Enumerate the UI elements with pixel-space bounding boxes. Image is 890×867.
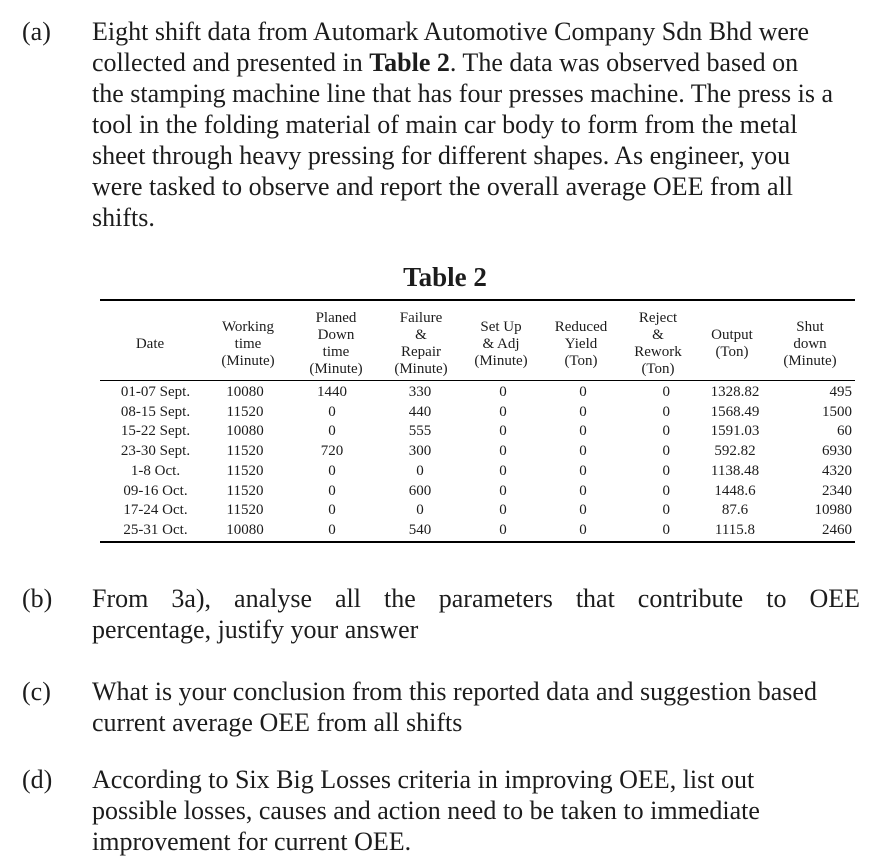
table-cell: 1-8 Oct. — [130, 463, 181, 479]
question-a-text — [92, 16, 860, 233]
table-cell: 0 — [328, 404, 336, 420]
table-cell: 0 — [662, 423, 670, 439]
table-cell: 0 — [662, 483, 670, 499]
table-cell: 11520 — [226, 443, 264, 459]
column-header — [386, 310, 456, 378]
table-reference: Table 2 — [369, 48, 450, 77]
question-c-line: current average OEE from all shifts — [92, 708, 463, 737]
table-cell: 555 — [408, 423, 432, 439]
table-cell: 0 — [328, 423, 336, 439]
column-header — [697, 327, 767, 361]
question-c-label: (c) — [22, 677, 51, 706]
table-cell: 10080 — [226, 423, 264, 439]
table-cell: 01-07 Sept. — [120, 384, 191, 400]
question-a-line: the stamping machine line that has four presses machine. The press is a — [92, 79, 834, 108]
question-a-line: were tasked to observe and report the overall average OEE from all — [92, 172, 793, 201]
table-rule — [100, 541, 855, 543]
table-cell: 4320 — [822, 463, 852, 479]
table-cell: 10080 — [226, 384, 264, 400]
text-run: collected and presented in — [92, 48, 370, 77]
table-cell: 87.6 — [721, 502, 749, 518]
question-a-line: sheet through heavy pressing for different shapes. As engineer, you — [92, 141, 791, 170]
question-b-text — [92, 583, 860, 645]
column-header-line: & — [415, 327, 427, 343]
table-cell: 592.82 — [714, 443, 756, 459]
column-header — [770, 319, 850, 370]
table-cell: 1115.8 — [714, 522, 756, 538]
table-cell: 1328.82 — [710, 384, 760, 400]
table-cell: 0 — [579, 483, 587, 499]
table-cell: 0 — [328, 463, 336, 479]
question-a-line: shifts. — [92, 203, 155, 232]
table-cell: 10980 — [814, 502, 852, 518]
column-header-line: (Ton) — [641, 361, 675, 377]
column-header — [466, 319, 536, 370]
table-cell: 08-15 Sept. — [120, 404, 191, 420]
column-header-line: Rework — [634, 344, 682, 360]
table-cell: 0 — [579, 463, 587, 479]
table-cell: 0 — [416, 463, 424, 479]
column-header-line: Set Up — [480, 319, 522, 335]
table-cell: 300 — [408, 443, 432, 459]
table-cell: 0 — [499, 463, 507, 479]
table-cell: 10080 — [226, 522, 264, 538]
column-header — [213, 319, 283, 370]
column-header-line: time — [234, 336, 262, 352]
table-cell: 540 — [408, 522, 432, 538]
table-cell: 2460 — [822, 522, 852, 538]
table-cell: 0 — [499, 443, 507, 459]
column-header-line: Planed — [315, 310, 357, 326]
question-d-text — [92, 764, 860, 857]
table-cell: 11520 — [226, 463, 264, 479]
question-d-line: improvement for current OEE. — [92, 827, 412, 856]
column-header-line: Failure — [399, 310, 443, 326]
table-cell: 1500 — [822, 404, 852, 420]
question-c-text — [92, 676, 860, 738]
column-header-line: Down — [317, 327, 355, 343]
table-cell: 11520 — [226, 502, 264, 518]
table-cell: 0 — [328, 502, 336, 518]
table-cell: 0 — [499, 384, 507, 400]
table-cell: 0 — [328, 522, 336, 538]
column-header — [301, 310, 371, 378]
column-header-line: & Adj — [482, 336, 520, 352]
question-a-line: Eight shift data from Automark Automotive Company Sdn Bhd were — [92, 17, 810, 46]
table-cell: 0 — [579, 384, 587, 400]
table-rule — [100, 299, 855, 301]
table-cell: 17-24 Oct. — [123, 502, 188, 518]
table-cell: 0 — [328, 483, 336, 499]
table-cell: 0 — [662, 443, 670, 459]
table-cell: 11520 — [226, 404, 264, 420]
column-header-line: (Minute) — [394, 361, 448, 377]
table-cell: 0 — [499, 522, 507, 538]
column-header-line: Output — [711, 327, 753, 343]
table-cell: 60 — [837, 423, 852, 439]
column-header-line: down — [793, 336, 827, 352]
table-cell: 600 — [408, 483, 432, 499]
table-cell: 0 — [662, 522, 670, 538]
table-cell: 0 — [579, 522, 587, 538]
column-header-line: Working — [221, 319, 275, 335]
column-header-line: time — [322, 344, 350, 360]
table-cell: 1568.49 — [710, 404, 760, 420]
column-header-line: (Minute) — [474, 353, 528, 369]
table-cell: 0 — [499, 423, 507, 439]
question-d-line: According to Six Big Losses criteria in improving OEE, list out — [92, 765, 755, 794]
column-header-line: Repair — [401, 344, 441, 360]
question-b-line: percentage, justify your answer — [92, 615, 419, 644]
question-a-label: (a) — [22, 17, 51, 46]
column-header-line: Date — [135, 336, 165, 352]
column-header — [100, 336, 200, 353]
column-header — [623, 310, 693, 378]
table-cell: 720 — [320, 443, 344, 459]
question-c-line: What is your conclusion from this reported data and suggestion based — [92, 677, 817, 706]
table-cell: 495 — [829, 384, 852, 400]
question-b-line: From 3a), analyse all the parameters that contribute to OEE — [92, 584, 860, 613]
question-a-line — [92, 47, 860, 78]
text-run: . The data was observed based on — [449, 48, 799, 77]
question-d-line: possible losses, causes and action need to be taken to immediate — [92, 796, 760, 825]
table-cell: 0 — [499, 502, 507, 518]
table-cell: 0 — [662, 463, 670, 479]
column-header-line: (Minute) — [221, 353, 275, 369]
column-header-line: Yield — [564, 336, 598, 352]
question-d-label: (d) — [22, 765, 53, 794]
column-header — [546, 319, 616, 370]
table-cell: 09-16 Oct. — [123, 483, 188, 499]
column-header-line: (Ton) — [715, 344, 749, 360]
table-cell: 1448.6 — [714, 483, 756, 499]
table-cell: 1138.48 — [710, 463, 760, 479]
column-header-line: (Minute) — [783, 353, 837, 369]
column-header-line: Shut — [796, 319, 824, 335]
table-cell: 440 — [408, 404, 432, 420]
table-cell: 0 — [499, 483, 507, 499]
table-cell: 0 — [579, 502, 587, 518]
column-header-line: Reject — [638, 310, 678, 326]
question-b-label: (b) — [22, 584, 53, 613]
table-cell: 330 — [408, 384, 432, 400]
table-cell: 0 — [499, 404, 507, 420]
question-a-line: tool in the folding material of main car body to form from the metal — [92, 110, 798, 139]
table-cell: 11520 — [226, 483, 264, 499]
table-cell: 0 — [579, 423, 587, 439]
table-cell: 6930 — [822, 443, 852, 459]
table-title: Table 2 — [403, 262, 487, 292]
table-rule — [100, 380, 855, 381]
column-header-line: Reduced — [554, 319, 608, 335]
table-cell: 1591.03 — [710, 423, 760, 439]
table-cell: 1440 — [317, 384, 347, 400]
column-header-line: & — [652, 327, 664, 343]
table-cell: 25-31 Oct. — [123, 522, 188, 538]
table-cell: 0 — [416, 502, 424, 518]
table-cell: 23-30 Sept. — [120, 443, 191, 459]
table-cell: 2340 — [822, 483, 852, 499]
table-cell: 0 — [579, 404, 587, 420]
table-cell: 0 — [662, 502, 670, 518]
table-cell: 0 — [662, 404, 670, 420]
table-cell: 0 — [579, 443, 587, 459]
table-cell: 15-22 Sept. — [120, 423, 191, 439]
table-cell: 0 — [662, 384, 670, 400]
column-header-line: (Ton) — [564, 353, 598, 369]
column-header-line: (Minute) — [309, 361, 363, 377]
